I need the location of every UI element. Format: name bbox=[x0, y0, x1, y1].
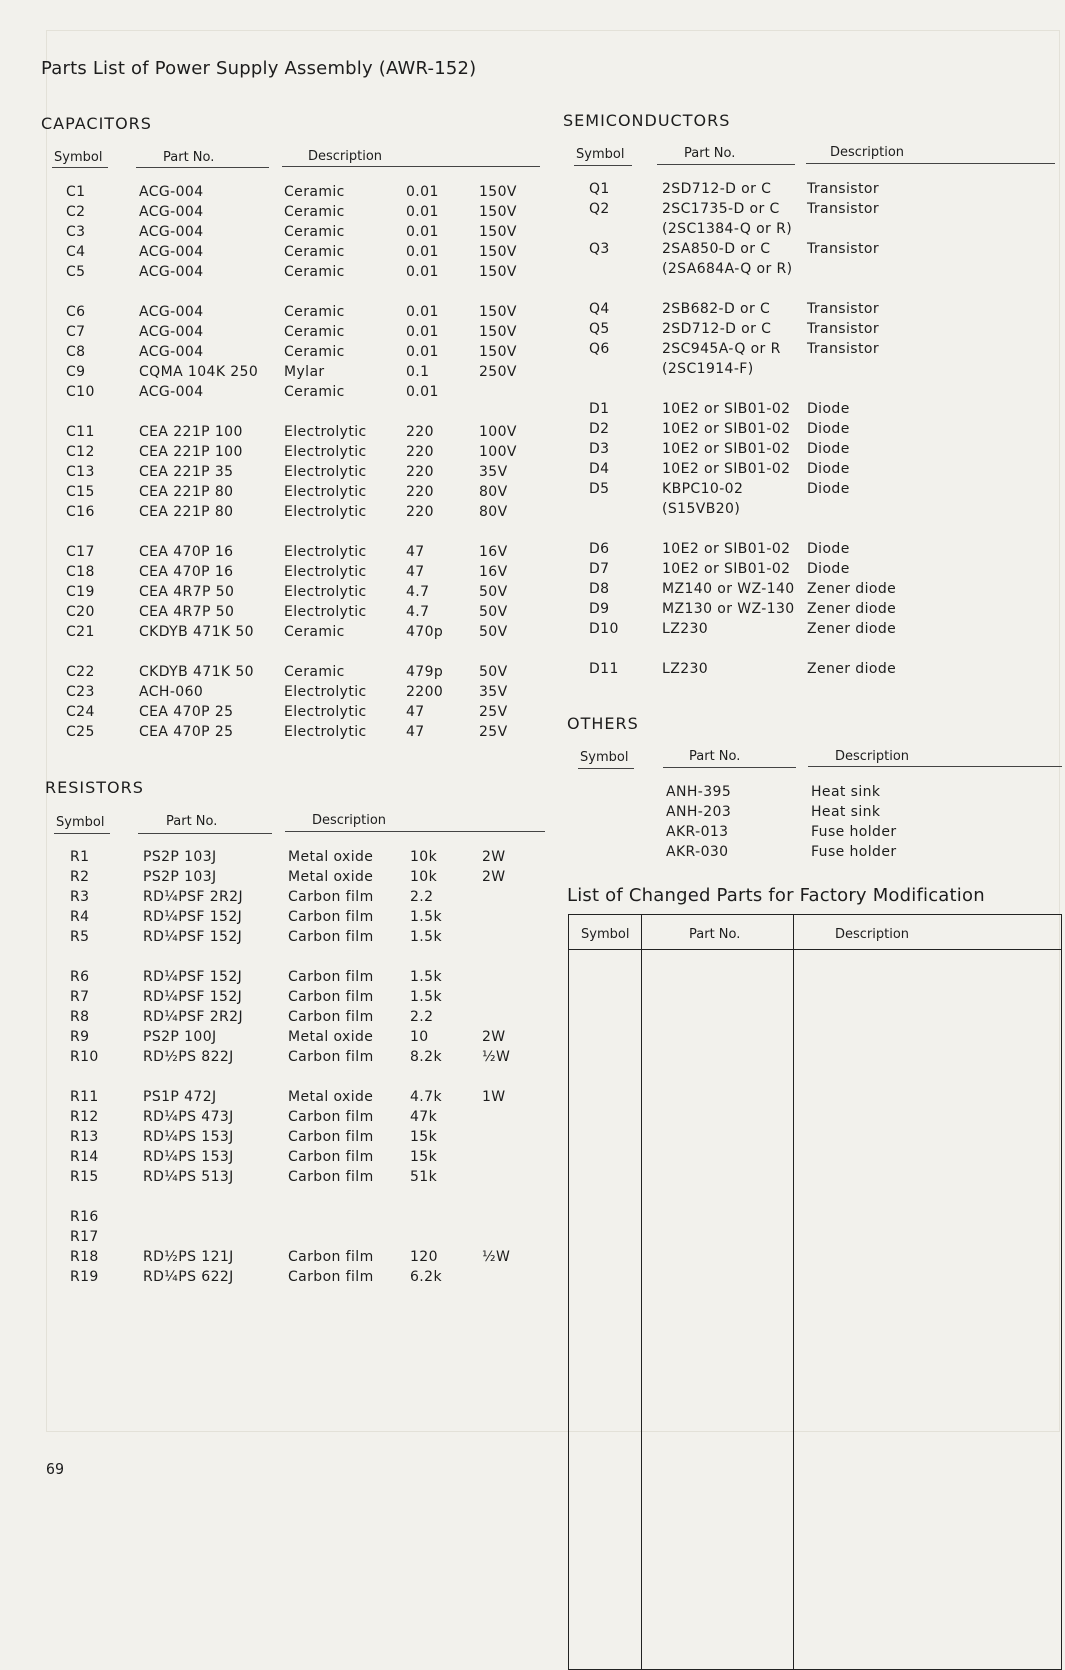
capacitor-cell-0: C15 bbox=[66, 484, 95, 500]
resistor-cell-0: R1 bbox=[70, 849, 90, 865]
semiconductor-cell-0: D8 bbox=[589, 581, 610, 597]
other-part-cell-1: Fuse holder bbox=[811, 844, 897, 860]
capacitor-cell-1: ACG-004 bbox=[139, 184, 204, 200]
capacitor-cell-4: 100V bbox=[479, 444, 517, 460]
semiconductor-cell-0: Q1 bbox=[589, 181, 610, 197]
semiconductor-cell-2: Transistor bbox=[807, 321, 879, 337]
capacitor-cell-2: Ceramic bbox=[284, 624, 345, 640]
capacitor-cell-3: 220 bbox=[406, 444, 434, 460]
capacitors-header-description: Description bbox=[308, 149, 383, 164]
semiconductor-cell-1: MZ130 or WZ-130 bbox=[662, 601, 795, 617]
resistor-cell-1: RD¼PS 622J bbox=[143, 1269, 234, 1285]
semiconductor-cell-2: Diode bbox=[807, 481, 850, 497]
semiconductor-cell-0: D6 bbox=[589, 541, 610, 557]
resistor-cell-2: Carbon film bbox=[288, 1129, 374, 1145]
resistor-cell-4: 2W bbox=[482, 869, 506, 885]
capacitor-cell-1: ACG-004 bbox=[139, 384, 204, 400]
semiconductor-cell-2: Zener diode bbox=[807, 581, 897, 597]
semiconductor-cell-1: MZ140 or WZ-140 bbox=[662, 581, 795, 597]
changed-parts-table bbox=[568, 914, 1062, 1670]
capacitor-cell-1: ACG-004 bbox=[139, 264, 204, 280]
capacitor-cell-2: Electrolytic bbox=[284, 684, 367, 700]
capacitor-cell-4: 150V bbox=[479, 304, 517, 320]
capacitor-cell-3: 0.01 bbox=[406, 324, 439, 340]
capacitor-cell-3: 220 bbox=[406, 464, 434, 480]
semiconductors-heading: SEMICONDUCTORS bbox=[563, 111, 731, 130]
changed-parts-heading: List of Changed Parts for Factory Modification bbox=[567, 885, 985, 906]
capacitor-cell-4: 150V bbox=[479, 204, 517, 220]
resistor-cell-3: 10 bbox=[410, 1029, 429, 1045]
capacitor-cell-4: 50V bbox=[479, 604, 508, 620]
semiconductor-cell-1: (2SA684A-Q or R) bbox=[662, 261, 793, 277]
other-part-cell-0: ANH-395 bbox=[666, 784, 732, 800]
resistor-cell-3: 1.5k bbox=[410, 969, 442, 985]
capacitor-cell-2: Ceramic bbox=[284, 204, 345, 220]
resistor-cell-0: R2 bbox=[70, 869, 90, 885]
semiconductor-cell-2: Zener diode bbox=[807, 661, 897, 677]
resistor-cell-3: 51k bbox=[410, 1169, 438, 1185]
capacitor-cell-3: 47 bbox=[406, 724, 425, 740]
capacitor-cell-0: C23 bbox=[66, 684, 95, 700]
resistor-cell-2: Carbon film bbox=[288, 1169, 374, 1185]
resistor-cell-0: R9 bbox=[70, 1029, 90, 1045]
capacitor-cell-1: ACH-060 bbox=[139, 684, 204, 700]
resistors-header-description: Description bbox=[312, 813, 387, 828]
resistor-cell-2: Carbon film bbox=[288, 1149, 374, 1165]
capacitor-cell-3: 0.01 bbox=[406, 304, 439, 320]
semiconductors-rule-description bbox=[806, 163, 1055, 164]
capacitor-cell-1: CEA 4R7P 50 bbox=[139, 604, 235, 620]
resistor-cell-0: R4 bbox=[70, 909, 90, 925]
capacitor-cell-1: CEA 470P 25 bbox=[139, 704, 234, 720]
capacitor-cell-1: CKDYB 471K 50 bbox=[139, 664, 254, 680]
capacitor-cell-3: 0.01 bbox=[406, 184, 439, 200]
resistor-cell-3: 1.5k bbox=[410, 989, 442, 1005]
resistor-cell-1: RD¼PSF 2R2J bbox=[143, 889, 243, 905]
semiconductor-cell-2: Transistor bbox=[807, 241, 879, 257]
resistor-cell-1: RD¼PSF 152J bbox=[143, 929, 243, 945]
capacitor-cell-2: Ceramic bbox=[284, 304, 345, 320]
semiconductor-cell-0: D1 bbox=[589, 401, 610, 417]
capacitor-cell-1: CEA 221P 35 bbox=[139, 464, 234, 480]
capacitor-cell-3: 479p bbox=[406, 664, 444, 680]
resistor-cell-4: 1W bbox=[482, 1089, 506, 1105]
resistor-cell-1: RD¼PS 473J bbox=[143, 1109, 234, 1125]
resistor-cell-0: R10 bbox=[70, 1049, 99, 1065]
resistor-cell-2: Metal oxide bbox=[288, 869, 374, 885]
capacitor-cell-1: CEA 221P 80 bbox=[139, 504, 234, 520]
capacitor-cell-0: C13 bbox=[66, 464, 95, 480]
capacitor-cell-1: CEA 221P 100 bbox=[139, 424, 243, 440]
semiconductor-cell-1: 2SB682-D or C bbox=[662, 301, 771, 317]
capacitor-cell-4: 25V bbox=[479, 704, 508, 720]
resistor-cell-3: 2.2 bbox=[410, 1009, 434, 1025]
semiconductor-cell-2: Transistor bbox=[807, 341, 879, 357]
page-number: 69 bbox=[46, 1460, 65, 1478]
capacitor-cell-0: C17 bbox=[66, 544, 95, 560]
capacitor-cell-2: Electrolytic bbox=[284, 544, 367, 560]
capacitor-cell-2: Electrolytic bbox=[284, 564, 367, 580]
capacitor-cell-1: CQMA 104K 250 bbox=[139, 364, 259, 380]
other-part-cell-1: Fuse holder bbox=[811, 824, 897, 840]
capacitor-cell-1: ACG-004 bbox=[139, 304, 204, 320]
semiconductor-cell-1: 10E2 or SIB01-02 bbox=[662, 541, 791, 557]
capacitor-cell-3: 220 bbox=[406, 484, 434, 500]
semiconductors-rule-partno bbox=[657, 164, 795, 165]
capacitor-cell-2: Electrolytic bbox=[284, 504, 367, 520]
resistor-cell-2: Metal oxide bbox=[288, 1089, 374, 1105]
capacitor-cell-1: ACG-004 bbox=[139, 344, 204, 360]
resistor-cell-4: ½W bbox=[482, 1249, 511, 1265]
capacitor-cell-2: Electrolytic bbox=[284, 444, 367, 460]
resistor-cell-2: Carbon film bbox=[288, 1269, 374, 1285]
capacitor-cell-0: C22 bbox=[66, 664, 95, 680]
resistor-cell-3: 6.2k bbox=[410, 1269, 442, 1285]
semiconductors-header-description: Description bbox=[830, 145, 905, 160]
capacitor-cell-2: Ceramic bbox=[284, 664, 345, 680]
semiconductor-cell-2: Transistor bbox=[807, 201, 879, 217]
capacitors-rule-description bbox=[282, 166, 540, 167]
capacitor-cell-0: C4 bbox=[66, 244, 86, 260]
resistor-cell-3: 15k bbox=[410, 1129, 438, 1145]
resistor-cell-0: R5 bbox=[70, 929, 90, 945]
capacitor-cell-1: CEA 221P 80 bbox=[139, 484, 234, 500]
semiconductor-cell-0: D4 bbox=[589, 461, 610, 477]
semiconductor-cell-1: 2SD712-D or C bbox=[662, 321, 772, 337]
capacitor-cell-2: Ceramic bbox=[284, 344, 345, 360]
semiconductor-cell-1: 2SD712-D or C bbox=[662, 181, 772, 197]
capacitor-cell-2: Electrolytic bbox=[284, 484, 367, 500]
semiconductor-cell-2: Diode bbox=[807, 421, 850, 437]
capacitor-cell-0: C11 bbox=[66, 424, 95, 440]
semiconductor-cell-2: Diode bbox=[807, 401, 850, 417]
resistor-cell-1: RD¼PSF 152J bbox=[143, 969, 243, 985]
capacitor-cell-2: Electrolytic bbox=[284, 704, 367, 720]
resistor-cell-3: 4.7k bbox=[410, 1089, 442, 1105]
semiconductor-cell-0: D9 bbox=[589, 601, 610, 617]
capacitor-cell-0: C3 bbox=[66, 224, 86, 240]
others-heading: OTHERS bbox=[567, 714, 639, 733]
semiconductor-cell-0: D2 bbox=[589, 421, 610, 437]
resistor-cell-2: Carbon film bbox=[288, 929, 374, 945]
capacitor-cell-0: C12 bbox=[66, 444, 95, 460]
semiconductor-cell-2: Diode bbox=[807, 461, 850, 477]
capacitor-cell-3: 2200 bbox=[406, 684, 444, 700]
capacitor-cell-1: CEA 470P 16 bbox=[139, 544, 234, 560]
capacitor-cell-0: C10 bbox=[66, 384, 95, 400]
capacitor-cell-0: C1 bbox=[66, 184, 86, 200]
semiconductor-cell-2: Transistor bbox=[807, 181, 879, 197]
capacitor-cell-0: C25 bbox=[66, 724, 95, 740]
capacitor-cell-0: C5 bbox=[66, 264, 86, 280]
capacitors-rule-symbol bbox=[52, 167, 108, 168]
semiconductor-cell-2: Zener diode bbox=[807, 621, 897, 637]
capacitor-cell-3: 0.01 bbox=[406, 264, 439, 280]
capacitor-cell-2: Ceramic bbox=[284, 244, 345, 260]
capacitor-cell-2: Mylar bbox=[284, 364, 325, 380]
resistor-cell-3: 47k bbox=[410, 1109, 438, 1125]
others-header-description: Description bbox=[835, 749, 910, 764]
others-rule-partno bbox=[663, 767, 796, 768]
capacitor-cell-0: C2 bbox=[66, 204, 86, 220]
resistors-rule-partno bbox=[138, 833, 272, 834]
capacitor-cell-1: ACG-004 bbox=[139, 204, 204, 220]
capacitor-cell-2: Electrolytic bbox=[284, 424, 367, 440]
semiconductor-cell-1: 10E2 or SIB01-02 bbox=[662, 461, 791, 477]
capacitor-cell-4: 35V bbox=[479, 464, 508, 480]
other-part-cell-0: AKR-013 bbox=[666, 824, 729, 840]
semiconductor-cell-0: Q5 bbox=[589, 321, 610, 337]
capacitor-cell-2: Ceramic bbox=[284, 384, 345, 400]
capacitor-cell-0: C6 bbox=[66, 304, 86, 320]
semiconductors-header-partno: Part No. bbox=[684, 146, 736, 161]
capacitors-header-partno: Part No. bbox=[163, 150, 215, 165]
semiconductor-cell-1: 2SA850-D or C bbox=[662, 241, 771, 257]
resistor-cell-4: ½W bbox=[482, 1049, 511, 1065]
capacitor-cell-1: CKDYB 471K 50 bbox=[139, 624, 254, 640]
semiconductor-cell-1: (2SC1914-F) bbox=[662, 361, 754, 377]
capacitor-cell-1: ACG-004 bbox=[139, 224, 204, 240]
semiconductor-cell-2: Transistor bbox=[807, 301, 879, 317]
capacitor-cell-0: C19 bbox=[66, 584, 95, 600]
capacitor-cell-0: C21 bbox=[66, 624, 95, 640]
capacitor-cell-3: 470p bbox=[406, 624, 444, 640]
semiconductor-cell-0: D3 bbox=[589, 441, 610, 457]
semiconductor-cell-0: D10 bbox=[589, 621, 619, 637]
capacitor-cell-3: 4.7 bbox=[406, 584, 430, 600]
resistor-cell-0: R6 bbox=[70, 969, 90, 985]
capacitor-cell-2: Ceramic bbox=[284, 324, 345, 340]
resistor-cell-0: R3 bbox=[70, 889, 90, 905]
capacitor-cell-2: Electrolytic bbox=[284, 724, 367, 740]
capacitor-cell-0: C18 bbox=[66, 564, 95, 580]
capacitor-cell-0: C24 bbox=[66, 704, 95, 720]
resistor-cell-1: PS2P 103J bbox=[143, 849, 217, 865]
resistor-cell-3: 120 bbox=[410, 1249, 438, 1265]
capacitor-cell-3: 0.01 bbox=[406, 224, 439, 240]
resistor-cell-3: 1.5k bbox=[410, 929, 442, 945]
capacitor-cell-3: 0.1 bbox=[406, 364, 430, 380]
resistor-cell-2: Carbon film bbox=[288, 989, 374, 1005]
capacitor-cell-0: C16 bbox=[66, 504, 95, 520]
resistor-cell-0: R11 bbox=[70, 1089, 99, 1105]
changed-parts-header-partno: Part No. bbox=[689, 927, 741, 942]
resistor-cell-0: R19 bbox=[70, 1269, 99, 1285]
resistor-cell-3: 8.2k bbox=[410, 1049, 442, 1065]
resistor-cell-0: R18 bbox=[70, 1249, 99, 1265]
capacitor-cell-4: 150V bbox=[479, 244, 517, 260]
resistor-cell-0: R17 bbox=[70, 1229, 99, 1245]
semiconductor-cell-0: Q6 bbox=[589, 341, 610, 357]
capacitors-header-symbol: Symbol bbox=[54, 150, 103, 165]
other-part-cell-0: ANH-203 bbox=[666, 804, 732, 820]
semiconductor-cell-0: Q3 bbox=[589, 241, 610, 257]
resistor-cell-3: 15k bbox=[410, 1149, 438, 1165]
changed-parts-divider bbox=[793, 915, 794, 1669]
capacitor-cell-3: 47 bbox=[406, 544, 425, 560]
other-part-cell-1: Heat sink bbox=[811, 804, 881, 820]
resistor-cell-1: RD½PS 121J bbox=[143, 1249, 234, 1265]
resistor-cell-1: RD½PS 822J bbox=[143, 1049, 234, 1065]
capacitor-cell-3: 220 bbox=[406, 504, 434, 520]
capacitor-cell-2: Ceramic bbox=[284, 224, 345, 240]
semiconductor-cell-0: Q4 bbox=[589, 301, 610, 317]
capacitor-cell-4: 150V bbox=[479, 224, 517, 240]
semiconductor-cell-1: 10E2 or SIB01-02 bbox=[662, 561, 791, 577]
changed-parts-header-row bbox=[569, 915, 1061, 950]
semiconductor-cell-1: 10E2 or SIB01-02 bbox=[662, 401, 791, 417]
capacitor-cell-2: Electrolytic bbox=[284, 584, 367, 600]
resistor-cell-2: Carbon film bbox=[288, 909, 374, 925]
page-title: Parts List of Power Supply Assembly (AWR-152) bbox=[41, 58, 477, 79]
capacitor-cell-4: 16V bbox=[479, 564, 508, 580]
others-rule-description bbox=[808, 766, 1062, 767]
capacitor-cell-3: 0.01 bbox=[406, 384, 439, 400]
resistors-heading: RESISTORS bbox=[45, 778, 144, 797]
resistor-cell-2: Metal oxide bbox=[288, 1029, 374, 1045]
capacitor-cell-2: Electrolytic bbox=[284, 604, 367, 620]
semiconductor-cell-2: Zener diode bbox=[807, 601, 897, 617]
semiconductor-cell-2: Diode bbox=[807, 561, 850, 577]
resistor-cell-3: 10k bbox=[410, 849, 438, 865]
capacitor-cell-4: 50V bbox=[479, 664, 508, 680]
changed-parts-header-description: Description bbox=[835, 927, 910, 942]
changed-parts-header-symbol: Symbol bbox=[581, 927, 630, 942]
capacitor-cell-2: Ceramic bbox=[284, 264, 345, 280]
semiconductor-cell-0: D11 bbox=[589, 661, 619, 677]
capacitor-cell-0: C7 bbox=[66, 324, 86, 340]
semiconductor-cell-1: 10E2 or SIB01-02 bbox=[662, 421, 791, 437]
capacitor-cell-2: Ceramic bbox=[284, 184, 345, 200]
resistor-cell-3: 1.5k bbox=[410, 909, 442, 925]
resistor-cell-1: PS2P 100J bbox=[143, 1029, 217, 1045]
capacitor-cell-3: 0.01 bbox=[406, 204, 439, 220]
semiconductor-cell-1: 10E2 or SIB01-02 bbox=[662, 441, 791, 457]
resistor-cell-1: PS1P 472J bbox=[143, 1089, 217, 1105]
capacitor-cell-0: C8 bbox=[66, 344, 86, 360]
changed-parts-divider bbox=[641, 915, 642, 1669]
capacitor-cell-4: 150V bbox=[479, 344, 517, 360]
semiconductor-cell-0: D7 bbox=[589, 561, 610, 577]
resistor-cell-2: Carbon film bbox=[288, 1109, 374, 1125]
capacitor-cell-3: 4.7 bbox=[406, 604, 430, 620]
semiconductor-cell-0: D5 bbox=[589, 481, 610, 497]
resistor-cell-1: RD¼PS 513J bbox=[143, 1169, 234, 1185]
capacitor-cell-4: 80V bbox=[479, 504, 508, 520]
capacitor-cell-3: 0.01 bbox=[406, 244, 439, 260]
capacitor-cell-3: 47 bbox=[406, 704, 425, 720]
capacitor-cell-1: CEA 470P 25 bbox=[139, 724, 234, 740]
capacitor-cell-1: ACG-004 bbox=[139, 244, 204, 260]
resistor-cell-0: R15 bbox=[70, 1169, 99, 1185]
others-header-symbol: Symbol bbox=[580, 750, 629, 765]
resistor-cell-0: R7 bbox=[70, 989, 90, 1005]
resistor-cell-1: RD¼PSF 152J bbox=[143, 909, 243, 925]
resistor-cell-2: Carbon film bbox=[288, 1049, 374, 1065]
other-part-cell-1: Heat sink bbox=[811, 784, 881, 800]
resistor-cell-0: R12 bbox=[70, 1109, 99, 1125]
capacitor-cell-4: 16V bbox=[479, 544, 508, 560]
resistor-cell-4: 2W bbox=[482, 849, 506, 865]
capacitor-cell-2: Electrolytic bbox=[284, 464, 367, 480]
resistor-cell-2: Carbon film bbox=[288, 889, 374, 905]
semiconductor-cell-1: LZ230 bbox=[662, 621, 709, 637]
resistor-cell-0: R16 bbox=[70, 1209, 99, 1225]
resistors-header-partno: Part No. bbox=[166, 814, 218, 829]
capacitor-cell-3: 0.01 bbox=[406, 344, 439, 360]
capacitor-cell-4: 150V bbox=[479, 264, 517, 280]
capacitor-cell-4: 150V bbox=[479, 324, 517, 340]
semiconductor-cell-1: LZ230 bbox=[662, 661, 709, 677]
semiconductors-rule-symbol bbox=[574, 165, 632, 166]
resistor-cell-2: Metal oxide bbox=[288, 849, 374, 865]
capacitor-cell-4: 50V bbox=[479, 584, 508, 600]
resistors-rule-symbol bbox=[54, 833, 110, 834]
resistor-cell-1: RD¼PS 153J bbox=[143, 1129, 234, 1145]
capacitor-cell-4: 80V bbox=[479, 484, 508, 500]
resistor-cell-1: PS2P 103J bbox=[143, 869, 217, 885]
capacitor-cell-4: 35V bbox=[479, 684, 508, 700]
semiconductor-cell-1: 2SC1735-D or C bbox=[662, 201, 780, 217]
capacitor-cell-0: C20 bbox=[66, 604, 95, 620]
others-rule-symbol bbox=[578, 768, 634, 769]
capacitor-cell-4: 50V bbox=[479, 624, 508, 640]
capacitor-cell-4: 250V bbox=[479, 364, 517, 380]
other-part-cell-0: AKR-030 bbox=[666, 844, 729, 860]
resistor-cell-1: RD¼PS 153J bbox=[143, 1149, 234, 1165]
resistor-cell-3: 2.2 bbox=[410, 889, 434, 905]
semiconductor-cell-1: 2SC945A-Q or R bbox=[662, 341, 781, 357]
resistor-cell-0: R8 bbox=[70, 1009, 90, 1025]
semiconductors-header-symbol: Symbol bbox=[576, 147, 625, 162]
capacitor-cell-4: 150V bbox=[479, 184, 517, 200]
semiconductor-cell-2: Diode bbox=[807, 541, 850, 557]
capacitor-cell-3: 47 bbox=[406, 564, 425, 580]
resistor-cell-1: RD¼PSF 152J bbox=[143, 989, 243, 1005]
resistor-cell-2: Carbon film bbox=[288, 1249, 374, 1265]
resistor-cell-0: R14 bbox=[70, 1149, 99, 1165]
resistor-cell-3: 10k bbox=[410, 869, 438, 885]
resistor-cell-4: 2W bbox=[482, 1029, 506, 1045]
others-header-partno: Part No. bbox=[689, 749, 741, 764]
semiconductor-cell-1: (2SC1384-Q or R) bbox=[662, 221, 793, 237]
capacitor-cell-4: 25V bbox=[479, 724, 508, 740]
capacitors-rule-partno bbox=[136, 167, 269, 168]
capacitor-cell-0: C9 bbox=[66, 364, 86, 380]
semiconductor-cell-1: (S15VB20) bbox=[662, 501, 741, 517]
resistor-cell-1: RD¼PSF 2R2J bbox=[143, 1009, 243, 1025]
capacitors-heading: CAPACITORS bbox=[41, 114, 152, 133]
semiconductor-cell-2: Diode bbox=[807, 441, 850, 457]
resistor-cell-0: R13 bbox=[70, 1129, 99, 1145]
capacitor-cell-4: 100V bbox=[479, 424, 517, 440]
capacitor-cell-1: CEA 4R7P 50 bbox=[139, 584, 235, 600]
capacitor-cell-1: CEA 221P 100 bbox=[139, 444, 243, 460]
resistor-cell-2: Carbon film bbox=[288, 1009, 374, 1025]
resistors-header-symbol: Symbol bbox=[56, 815, 105, 830]
resistors-rule-description bbox=[285, 831, 545, 832]
semiconductor-cell-1: KBPC10-02 bbox=[662, 481, 744, 497]
capacitor-cell-3: 220 bbox=[406, 424, 434, 440]
resistor-cell-2: Carbon film bbox=[288, 969, 374, 985]
semiconductor-cell-0: Q2 bbox=[589, 201, 610, 217]
capacitor-cell-1: CEA 470P 16 bbox=[139, 564, 234, 580]
capacitor-cell-1: ACG-004 bbox=[139, 324, 204, 340]
